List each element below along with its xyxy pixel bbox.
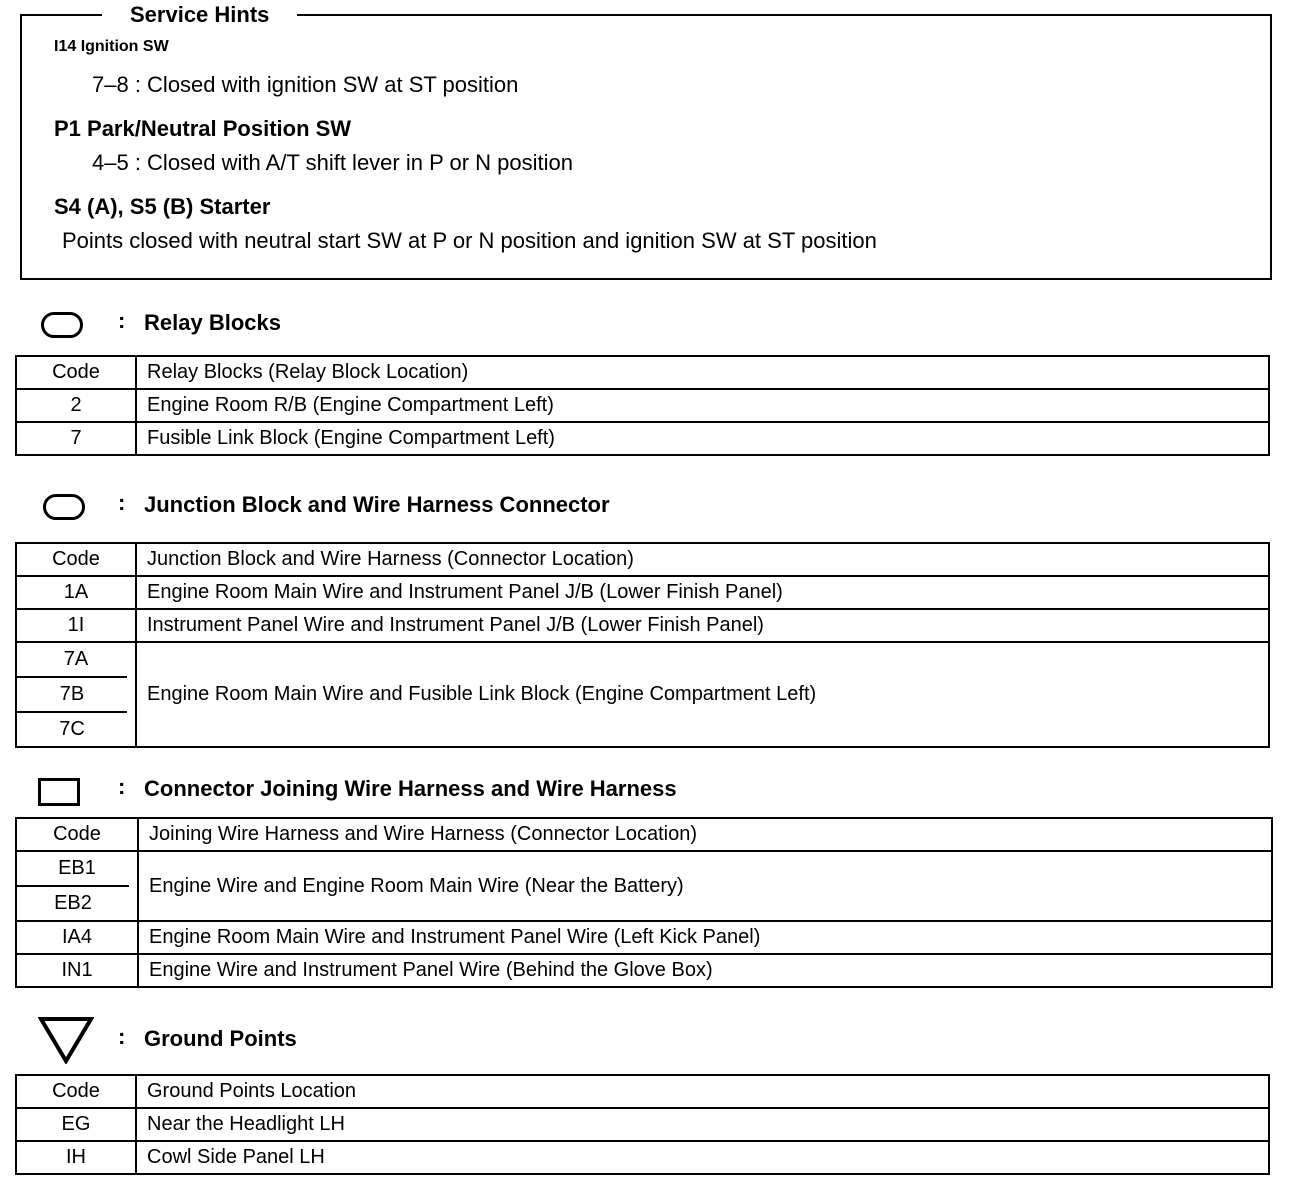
junction-section-title: Junction Block and Wire Harness Connector	[144, 492, 610, 517]
header-code: Code	[16, 818, 138, 851]
relay-section-title: Relay Blocks	[144, 310, 281, 335]
header-code: Code	[16, 1075, 136, 1108]
header-desc: Joining Wire Harness and Wire Harness (Connector Location)	[138, 818, 1272, 851]
table-row	[16, 921, 1272, 954]
group-codes	[16, 851, 138, 921]
relay-table	[15, 355, 1270, 456]
row-desc: Instrument Panel Wire and Instrument Panel J/B (Lower Finish Panel)	[136, 609, 1269, 642]
row-code: IN1	[16, 954, 138, 987]
row-code: EB1	[58, 857, 96, 879]
rectangle-icon	[38, 778, 80, 806]
service-hints-box	[20, 2, 1272, 280]
row-code: 2	[16, 389, 136, 422]
row-desc: Cowl Side Panel LH	[136, 1141, 1269, 1174]
row-desc: Engine Room Main Wire and Instrument Panel J/B (Lower Finish Panel)	[136, 576, 1269, 609]
row-code: 7A	[63, 648, 89, 670]
row-code: 1I	[16, 609, 136, 642]
table-row	[16, 422, 1269, 455]
colon: :	[118, 490, 126, 515]
header-desc: Ground Points Location	[136, 1075, 1269, 1108]
table-row-group	[16, 642, 1269, 747]
table-header-row	[16, 356, 1269, 389]
table-header-row	[16, 543, 1269, 576]
row-code: IA4	[16, 921, 138, 954]
row-desc: Engine Wire and Engine Room Main Wire (Near the Battery)	[138, 851, 1272, 921]
row-desc: Engine Wire and Instrument Panel Wire (Behind the Glove Box)	[138, 954, 1272, 987]
row-code: 7	[16, 422, 136, 455]
row-desc: Near the Headlight LH	[136, 1108, 1269, 1141]
relay-section-header	[0, 306, 1312, 346]
ground-triangle-icon	[38, 1016, 94, 1064]
row-code: IH	[16, 1141, 136, 1174]
header-code: Code	[16, 356, 136, 389]
group-codes	[16, 642, 136, 747]
connector-table	[15, 817, 1273, 988]
table-row	[16, 1141, 1269, 1174]
colon: :	[118, 308, 126, 333]
header-desc: Junction Block and Wire Harness (Connector Location)	[136, 543, 1269, 576]
ground-section-header	[0, 1016, 1312, 1056]
row-desc: Engine Room R/B (Engine Compartment Left)	[136, 389, 1269, 422]
table-row	[16, 576, 1269, 609]
ground-table	[15, 1074, 1270, 1175]
hint-desc-s4: Points closed with neutral start SW at P or N position and ignition SW at ST position	[62, 228, 877, 253]
row-code: EG	[16, 1108, 136, 1141]
row-code: 7C	[17, 711, 127, 746]
row-desc: Engine Room Main Wire and Instrument Panel Wire (Left Kick Panel)	[138, 921, 1272, 954]
table-row	[16, 389, 1269, 422]
rounded-rect-icon	[43, 494, 85, 520]
table-row	[16, 609, 1269, 642]
colon: :	[118, 1024, 126, 1049]
colon: :	[118, 774, 126, 799]
hint-desc-i14: 7–8 : Closed with ignition SW at ST position	[92, 72, 519, 97]
connector-section-title: Connector Joining Wire Harness and Wire Harness	[144, 776, 677, 801]
ground-section-title: Ground Points	[144, 1026, 297, 1051]
hint-desc-p1: 4–5 : Closed with A/T shift lever in P or N position	[92, 150, 573, 175]
row-code: 7B	[17, 676, 127, 711]
table-header-row	[16, 818, 1272, 851]
header-desc: Relay Blocks (Relay Block Location)	[136, 356, 1269, 389]
row-desc: Engine Room Main Wire and Fusible Link Block (Engine Compartment Left)	[136, 642, 1269, 747]
hint-head-i14: I14 Ignition SW	[54, 38, 169, 55]
row-code: 1A	[16, 576, 136, 609]
junction-section-header	[0, 488, 1312, 528]
connector-section-header	[0, 772, 1312, 812]
header-code: Code	[16, 543, 136, 576]
hint-head-p1: P1 Park/Neutral Position SW	[54, 116, 352, 141]
service-hints-title: Service Hints	[102, 2, 297, 28]
table-header-row	[16, 1075, 1269, 1108]
junction-table	[15, 542, 1270, 748]
rounded-rect-icon	[41, 312, 83, 338]
row-desc: Fusible Link Block (Engine Compartment Left)	[136, 422, 1269, 455]
table-row	[16, 1108, 1269, 1141]
hint-head-s4: S4 (A), S5 (B) Starter	[54, 194, 271, 219]
table-row-group	[16, 851, 1272, 921]
row-code: EB2	[17, 885, 129, 920]
table-row	[16, 954, 1272, 987]
